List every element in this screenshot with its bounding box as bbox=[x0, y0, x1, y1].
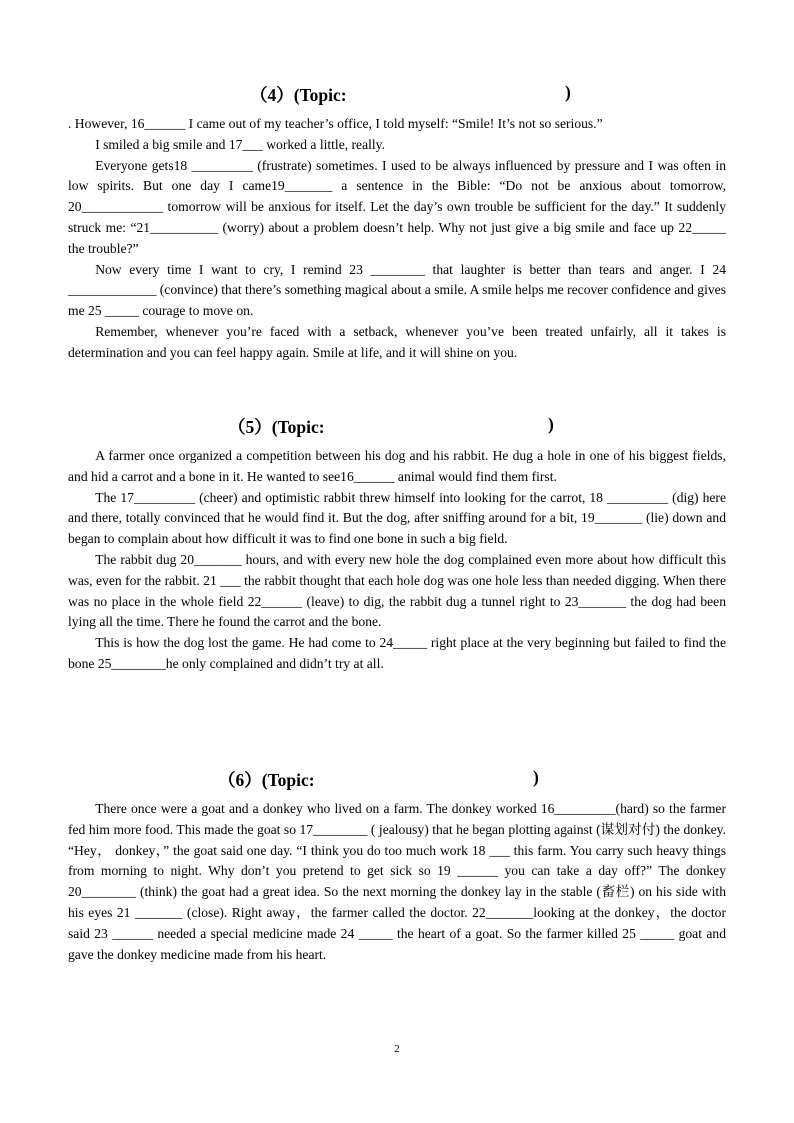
section-4 bbox=[68, 82, 726, 364]
paragraph: Now every time I want to cry, I remind 23 ________ that laughter is better than tears and anger. I 24 _____________ (convince) that there’s something magical about a smile. A smile helps me recover confidence and gives me 25 _____ courage to move on. bbox=[68, 261, 726, 319]
section-6 bbox=[68, 767, 726, 965]
section-4-title bbox=[68, 82, 726, 106]
paragraph: Remember, whenever you’re faced with a setback, whenever you’ve been treated unfairly, all it takes is determination and you can feel happy again. Smile at life, and it will shine on you. bbox=[68, 323, 726, 360]
section-4-topic-label: （4）(Topic: bbox=[250, 85, 347, 105]
section-6-topic-close: ) bbox=[533, 767, 539, 787]
paragraph: . However, 16______ I came out of my teacher’s office, I told myself: “Smile! It’s not so serious.” bbox=[68, 116, 603, 131]
section-5 bbox=[68, 414, 726, 675]
paragraph: I smiled a big smile and 17___ worked a little, really. bbox=[95, 136, 385, 152]
section-6-topic-label: （6）(Topic: bbox=[218, 770, 315, 790]
paragraph: A farmer once organized a competition between his dog and his rabbit. He dug a hole in one of his biggest fields, and hid a carrot and a bone in it. He wanted to see16______ animal would find them first. bbox=[68, 448, 726, 484]
section-4-topic-close: ) bbox=[565, 82, 571, 102]
section-5-title bbox=[68, 414, 726, 438]
paragraph: There once were a goat and a donkey who lived on a farm. The donkey worked 16_________(hard) so the farmer fed him more food. This made the goat so 17________ ( jealousy) that he began plotting against (谋划对付) the donkey. “Hey， donkey，” the goat said one day. “I think you do too much work 18 ___ this farm. You carry such heavy things from morning to night. Why don’t you pretend to get sick so 19 ______ you can take a day off?” The donkey 20________ (think) the goat had a great idea. So the next morning the donkey lay in the stable (畜栏) on his side with his eyes 21 _______ (close). Right away，the farmer called the doctor. 22_______looking at the donkey，the doctor said 23 ______ needed a special medicine made 24 _____ the heart of a goat. So the farmer killed 25 _____ goat and gave the donkey medicine made from his heart. bbox=[68, 801, 726, 962]
paragraph: Everyone gets18 _________ (frustrate) sometimes. I used to be always influenced by pressure and I was often in low spirits. But one day I came19_______ a sentence in the Bible: “Do not be anxious about tomorrow, 20____________ tomorrow will be anxious for itself. Let the day’s own trouble be sufficient for the day.” It suddenly struck me: “21__________ (worry) about a problem doesn’t help. Why not just give a big smile and face up 22_____ the trouble?” bbox=[68, 157, 726, 256]
section-6-title bbox=[68, 767, 726, 791]
section-6-passage bbox=[68, 799, 726, 965]
section-5-topic-close: ) bbox=[548, 414, 554, 434]
section-5-topic-label: （5）(Topic: bbox=[228, 417, 325, 437]
section-4-passage bbox=[68, 114, 726, 364]
paragraph: The rabbit dug 20_______ hours, and with every new hole the dog complained even more about how difficult this was, even for the rabbit. 21 ___ the rabbit thought that each hole dog was one hole less than needed digging. When there was no place in the whole field 22______ (leave) to dig, the rabbit dug a tunnel right to 23_______ the dog had been lying all the time. There he found the carrot and the bone. bbox=[68, 551, 726, 630]
page-number: 2 bbox=[394, 1043, 400, 1055]
paragraph: The 17_________ (cheer) and optimistic rabbit threw himself into looking for the carrot, 18 _________ (dig) here and there, totally convinced that he would find it. But the dog, after sniffing around for a bit, 19_______ (lie) down and began to complain about how difficult it was to find one bone in such a big field. bbox=[68, 489, 726, 547]
section-5-passage bbox=[68, 446, 726, 675]
paragraph: This is how the dog lost the game. He had come to 24_____ right place at the very beginning but failed to find the bone 25________he only complained and didn’t try at all. bbox=[68, 635, 726, 671]
